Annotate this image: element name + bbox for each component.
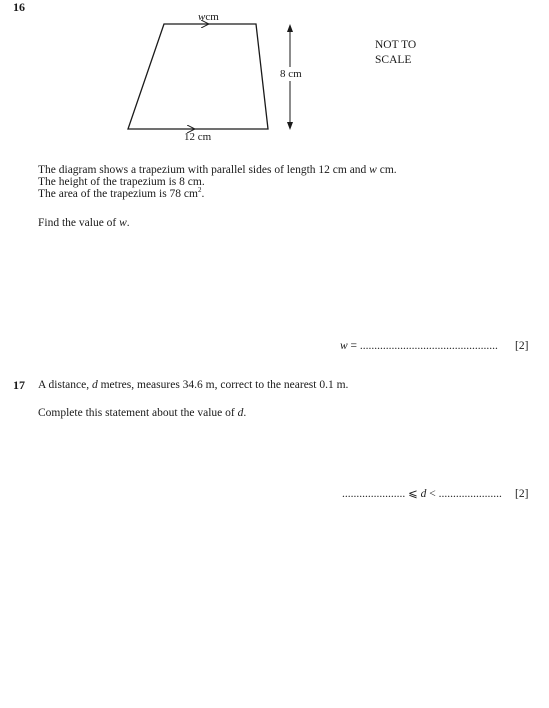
q16-instruction-variable: w xyxy=(119,217,127,229)
q16-text-line-1 xyxy=(38,164,397,176)
q17-line1-variable: d xyxy=(91,379,98,391)
top-side-variable: w xyxy=(198,11,206,23)
question-17-number: 17 xyxy=(13,378,25,392)
q17-instruction xyxy=(38,407,246,419)
height-label: 8 cm xyxy=(280,68,302,80)
q17-instruction-variable: d xyxy=(237,407,244,419)
not-to-scale-line-2: SCALE xyxy=(375,54,412,66)
not-to-scale-line-1: NOT TO xyxy=(375,39,417,51)
q16-line1-variable: w xyxy=(369,164,377,176)
trapezium-shape xyxy=(128,24,268,129)
q16-line1-part-b: cm. xyxy=(376,164,397,176)
q16-text-line-3 xyxy=(38,188,204,200)
top-side-unit: cm xyxy=(205,11,219,23)
q16-area-exponent: 2 xyxy=(197,186,202,195)
q16-answer-line[interactable] xyxy=(340,340,498,352)
q16-line3-part-a: The area of the trapezium is 78 cm xyxy=(38,188,198,200)
q17-text-line-1 xyxy=(38,379,348,391)
q16-answer-equals: = xyxy=(347,340,360,352)
trapezium-diagram xyxy=(0,0,549,160)
q17-answer-line[interactable] xyxy=(342,488,502,500)
top-side-label xyxy=(198,11,219,23)
q16-answer-field[interactable]: ................................................ xyxy=(359,340,498,352)
q17-line1-part-b: metres, measures 34.6 m, correct to the nearest 0.1 m. xyxy=(97,379,349,391)
q16-answer-variable: w xyxy=(340,340,348,352)
height-arrow-top xyxy=(287,24,293,32)
q17-upper-bound-field[interactable]: ...................... xyxy=(438,488,502,500)
q17-instruction-part-b: . xyxy=(243,407,247,419)
q16-instruction-part-a: Find the value of xyxy=(38,217,120,229)
not-to-scale-note xyxy=(375,38,416,68)
q16-line3-part-b: . xyxy=(201,188,205,200)
q17-instruction-part-a: Complete this statement about the value of xyxy=(38,407,238,419)
question-16-number: 16 xyxy=(13,0,25,14)
q17-lower-bound-field[interactable]: ...................... xyxy=(342,488,406,500)
q16-instruction-part-b: . xyxy=(126,217,130,229)
q16-text-line-2: The height of the trapezium is 8 cm. xyxy=(38,176,205,188)
q16-marks: [2] xyxy=(515,340,529,352)
q16-instruction xyxy=(38,217,130,229)
q17-marks: [2] xyxy=(515,488,529,500)
q16-line1-part-a: The diagram shows a trapezium with parallel sides of length 12 cm and xyxy=(38,164,370,176)
q17-answer-variable: d xyxy=(420,488,427,500)
q17-less-or-equal-sign: ⩽ xyxy=(405,488,421,500)
bottom-side-label: 12 cm xyxy=(184,131,212,143)
q17-less-than-sign: < xyxy=(426,488,439,500)
q17-line1-part-a: A distance, xyxy=(38,379,92,391)
height-arrow-bottom xyxy=(287,122,293,130)
